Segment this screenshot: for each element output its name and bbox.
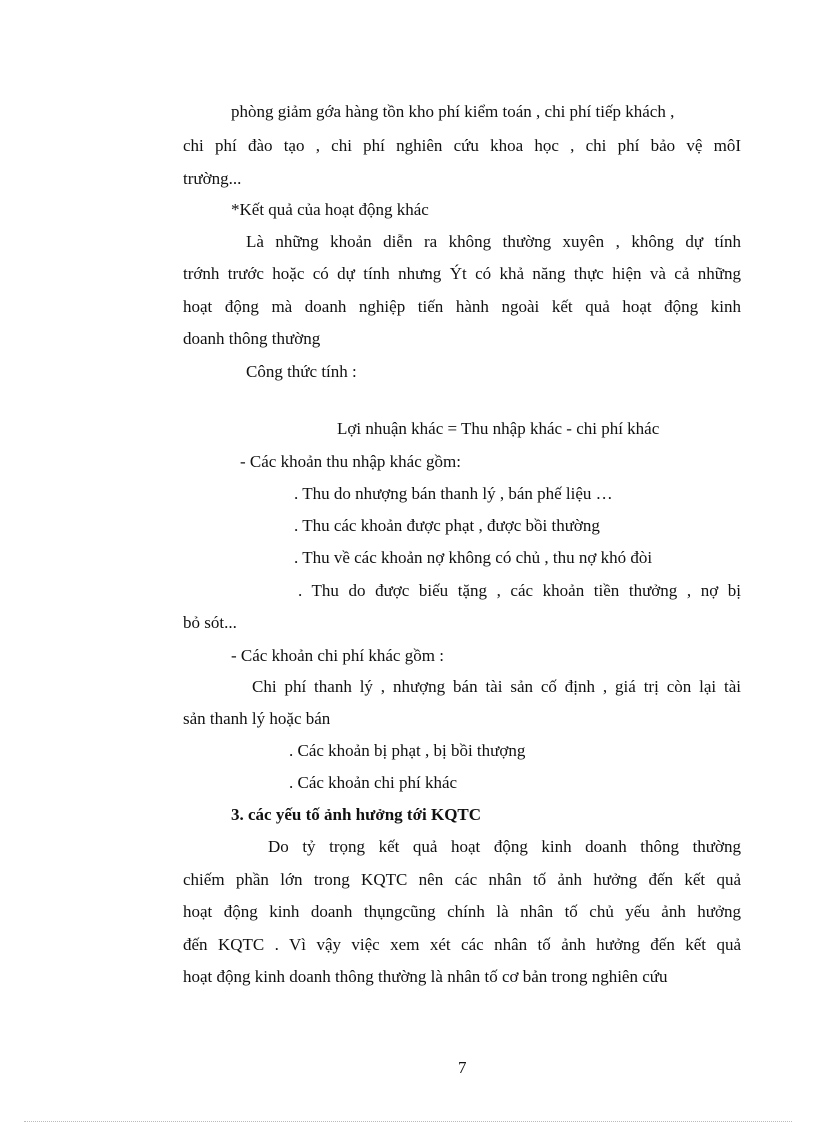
list-item: . Thu do nhượng bán thanh lý , bán phế liệu …	[294, 484, 613, 503]
list-item: Chi phí thanh lý , nhượng bán tài sản cố định , giá trị còn lại tài	[252, 677, 741, 696]
text-line: chiếm phần lớn trong KQTC nên các nhân tố ảnh hưởng đến kết quả	[183, 870, 741, 889]
text-line: hoạt động kinh doanh thông thường là nhân tố cơ bản trong nghiên cứu	[183, 967, 668, 986]
text-line: trường...	[183, 169, 242, 188]
list-heading: - Các khoản chi phí khác gồm :	[231, 646, 444, 665]
text-line: Là những khoản diễn ra không thường xuyên , không dự tính	[246, 232, 741, 251]
text-line: chi phí đào tạo , chi phí nghiên cứu khoa học , chi phí bảo vệ môI	[183, 136, 741, 155]
formula-label: Công thức tính :	[246, 362, 357, 381]
page-bottom-rule	[24, 1121, 792, 1122]
list-item: . Thu do được biếu tặng , các khoản tiền thưởng , nợ bị	[298, 581, 741, 600]
page-number: 7	[458, 1058, 467, 1077]
list-item: . Thu các khoản được phạt , được bồi thường	[294, 516, 600, 535]
text-line: hoạt động kinh doanh thụngcũng chính là nhân tố chủ yếu ảnh hưởng	[183, 902, 741, 921]
section-heading: 3. các yếu tố ảnh hưởng tới KQTC	[231, 805, 482, 824]
text-line: doanh thông thường	[183, 329, 321, 348]
text-line: trớnh trước hoặc có dự tính nhưng Ýt có khả năng thực hiện và cả những	[183, 264, 741, 283]
formula: Lợi nhuận khác = Thu nhập khác - chi phí khác	[337, 419, 660, 438]
text-line: bỏ sót...	[183, 613, 237, 632]
text-line: Do tỷ trọng kết quả hoạt động kinh doanh thông thường	[268, 837, 741, 856]
list-item: . Thu về các khoản nợ không có chủ , thu nợ khó đòi	[294, 548, 653, 567]
text-line: hoạt động mà doanh nghiệp tiến hành ngoài kết quả hoạt động kinh	[183, 297, 741, 316]
list-item: . Các khoản chi phí khác	[289, 773, 458, 792]
text-line: sản thanh lý hoặc bán	[183, 709, 331, 728]
text-line: đến KQTC . Vì vậy việc xem xét các nhân tố ảnh hưởng đến kết quả	[183, 935, 741, 954]
text-line: phòng giảm gớa hàng tồn kho phí kiểm toán , chi phí tiếp khách ,	[231, 102, 675, 121]
list-item: . Các khoản bị phạt , bị bồi thượng	[289, 741, 526, 760]
subheading: *Kết quả của hoạt động khác	[231, 200, 429, 219]
list-heading: - Các khoản thu nhập khác gồm:	[240, 452, 461, 471]
